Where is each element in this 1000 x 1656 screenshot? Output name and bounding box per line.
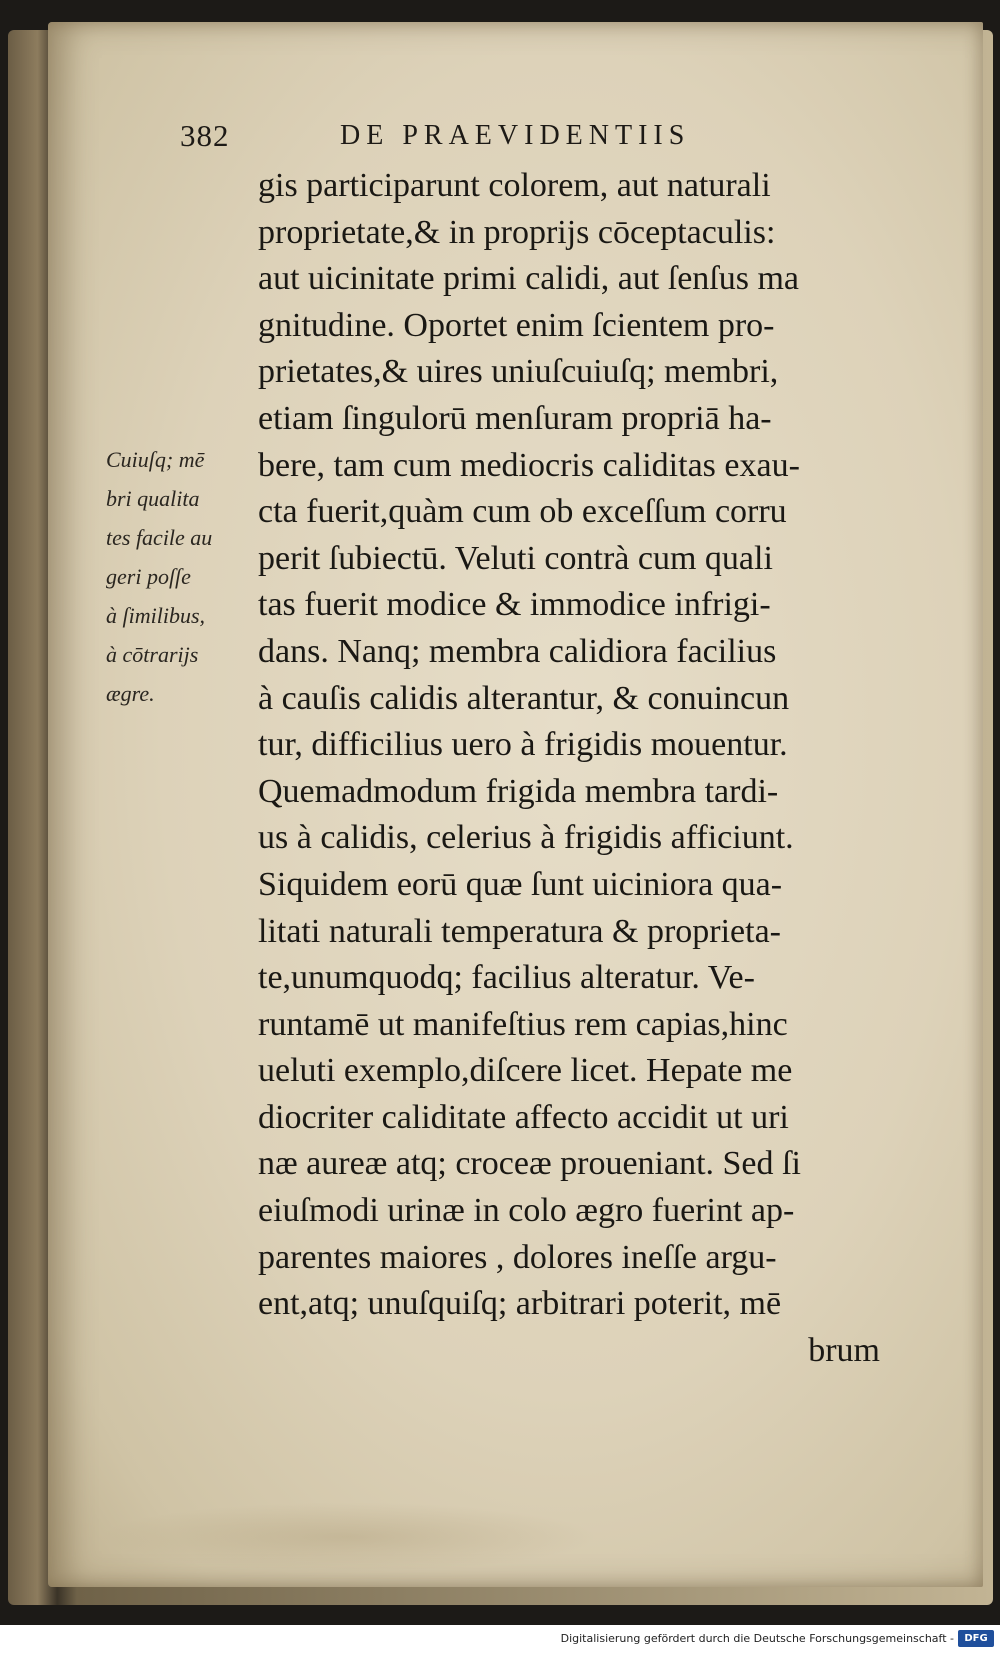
text-line: à cauſis calidis alterantur, & conuincun — [258, 679, 790, 717]
text-line: eiuſmodi urinæ in colo ægro fuerint ap- — [258, 1192, 795, 1230]
text-line: te,unumquodq; facilius alteratur. Ve- — [258, 959, 755, 997]
body-text — [258, 163, 918, 1374]
text-line: bere, tam cum mediocris caliditas exau- — [258, 446, 800, 484]
text-line: Quemadmodum frigida membra tardi- — [258, 772, 779, 810]
text-line: diocriter caliditate affecto accidit ut uri — [258, 1098, 789, 1136]
marginal-line: à cōtrarijs — [106, 642, 199, 667]
text-line: etiam ſingulorū menſuram propriā ha- — [258, 399, 772, 437]
text-line: ueluti exemplo,diſcere licet. Hepate me — [258, 1052, 793, 1090]
text-line: cta fuerit,quàm cum ob exceſſum corru — [258, 493, 787, 531]
page-number: 382 — [180, 118, 230, 153]
text-line: proprietate,& in proprijs cōceptaculis: — [258, 213, 776, 251]
dfg-logo: DFG — [958, 1630, 994, 1647]
text-line: tas fuerit modice & immodice infrigi- — [258, 586, 771, 624]
text-line: gnitudine. Oportet enim ſcientem pro- — [258, 306, 775, 344]
marginal-line: ægre. — [106, 681, 155, 706]
page-stain — [98, 1502, 598, 1572]
marginal-note — [106, 440, 256, 713]
running-head: DE PRAEVIDENTIIS — [340, 120, 691, 151]
marginal-line: geri poſſe — [106, 564, 191, 589]
marginal-line: tes facile au — [106, 525, 213, 550]
page-header — [180, 118, 870, 158]
catchword: brum — [808, 1331, 880, 1369]
text-line: dans. Nanq; membra calidiora facilius — [258, 632, 777, 670]
text-line: perit ſubiectū. Veluti contrà cum quali — [258, 539, 773, 577]
text-line: us à calidis, celerius à frigidis afficiunt. — [258, 819, 794, 857]
text-line: prietates,& uires uniuſcuiuſq; membri, — [258, 353, 779, 391]
text-line: parentes maiores , dolores ineſſe argu- — [258, 1238, 777, 1276]
text-line: næ aureæ atq; croceæ proueniant. Sed ſi — [258, 1145, 801, 1183]
marginal-line: Cuiuſq; mē — [106, 447, 205, 472]
text-line: Siquidem eorū quæ ſunt uiciniora qua- — [258, 865, 783, 903]
text-line: runtamē ut manifeſtius rem capias,hinc — [258, 1005, 788, 1043]
text-line: aut uicinitate primi calidi, aut ſenſus ma — [258, 260, 800, 298]
text-line: gis participarunt colorem, aut naturali — [258, 167, 771, 204]
marginal-line: à ſimilibus, — [106, 603, 206, 628]
text-line: tur, difficilius uero à frigidis mouentur. — [258, 726, 788, 764]
marginal-line: bri qualita — [106, 486, 200, 511]
text-line: litati naturali temperatura & proprieta- — [258, 912, 781, 950]
footer-credit: Digitalisierung gefördert durch die Deutsche Forschungsgemeinschaft - — [560, 1632, 954, 1645]
text-line: ent,atq; unuſquiſq; arbitrari poterit, mē — [258, 1285, 782, 1323]
